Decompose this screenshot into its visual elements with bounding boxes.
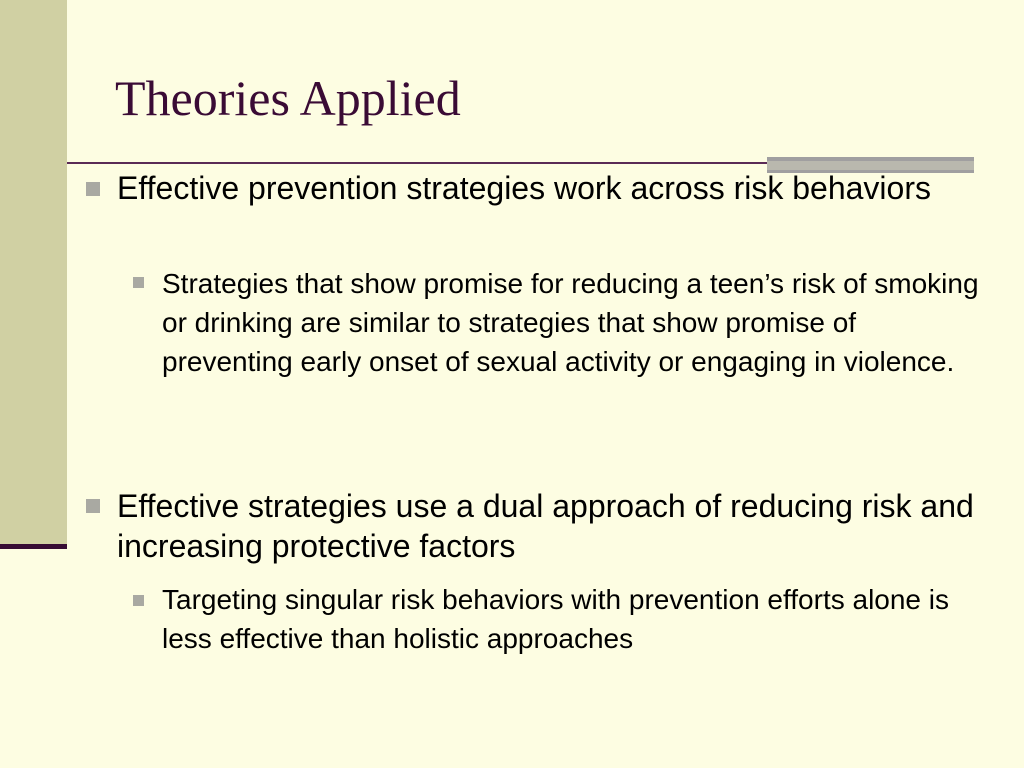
sub-bullet-item: Strategies that show promise for reducing a teen’s risk of smoking or drinking are similar to strategies that show promise of preventing early onset of sexual activity or engaging in violence. xyxy=(162,268,979,377)
title-divider xyxy=(67,162,767,164)
sub-bullet-item: Targeting singular risk behaviors with prevention efforts alone is less effective than holistic approaches xyxy=(162,584,950,654)
sub-bullet-marker-icon xyxy=(133,595,144,606)
bullet-item: Effective prevention strategies work across risk behaviors xyxy=(117,170,931,206)
side-accent-rule xyxy=(0,544,67,549)
slide-title: Theories Applied xyxy=(115,70,461,126)
bullet-marker-icon xyxy=(86,182,100,196)
bullet-item: Effective strategies use a dual approach of reducing risk and increasing protective factors xyxy=(117,488,974,564)
sub-bullet-marker-icon xyxy=(133,277,144,288)
bullet-marker-icon xyxy=(86,499,100,513)
side-band xyxy=(0,0,67,548)
